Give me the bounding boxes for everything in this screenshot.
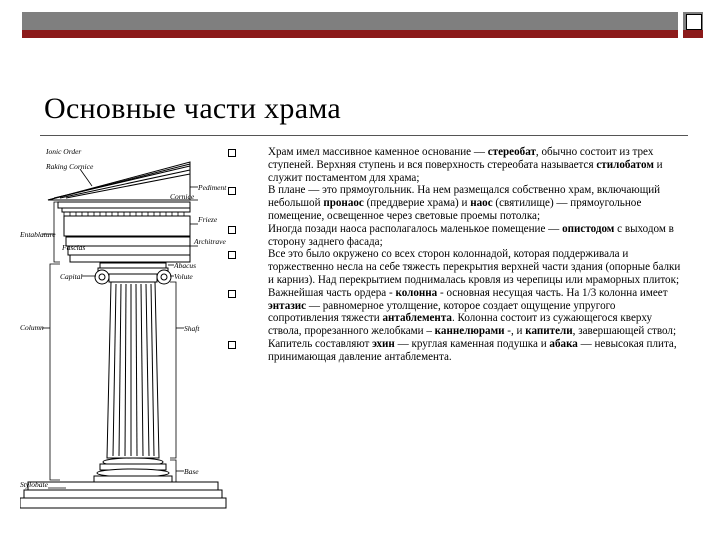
bullet-item bbox=[228, 146, 688, 184]
label-volute: Volute bbox=[174, 272, 193, 281]
header-bar bbox=[22, 12, 678, 30]
bullet-text: В плане — это прямоугольник. На нем размещался собственно храм, включающий небольшой bbox=[268, 184, 661, 210]
label-stylobate: Stylobate bbox=[20, 480, 48, 489]
bullet-text: -, и bbox=[504, 325, 526, 338]
bullet-text: , завершающей ствол; bbox=[572, 325, 677, 338]
square-bullet-icon bbox=[228, 251, 236, 259]
bullet-text: Храм имел массивное каменное основание — bbox=[268, 146, 488, 158]
bullet-list bbox=[228, 146, 688, 364]
label-frieze: Frieze bbox=[198, 215, 218, 224]
bullet-term: стилобатом bbox=[596, 158, 654, 171]
bullet-item bbox=[228, 184, 688, 222]
label-shaft: Shaft bbox=[184, 324, 200, 333]
label-fascias: Fascias bbox=[62, 243, 86, 252]
ionic-order-drawing bbox=[20, 142, 235, 534]
label-base: Base bbox=[184, 467, 199, 476]
bullet-item bbox=[228, 248, 688, 286]
label-capital: Capital bbox=[60, 272, 83, 281]
base-drawing bbox=[94, 458, 172, 482]
frieze-drawing bbox=[64, 216, 190, 236]
bullet-term: эхин bbox=[372, 337, 395, 350]
capital-drawing bbox=[95, 263, 171, 284]
bullet-text: с выходом в сторону заднего фасада; bbox=[268, 222, 674, 248]
header-corner-square-icon bbox=[686, 14, 702, 30]
label-abacus: Abacus bbox=[174, 261, 197, 270]
bullet-text: Иногда позади наоса располагалось маленькое помещение — bbox=[268, 222, 563, 235]
label-raking-cornice: Raking Cornice bbox=[46, 162, 94, 171]
bullet-text: Все это было окружено со всех сторон колоннадой, которая поддерживала и торжественно несла на себе тяжесть перекрытия верхней части здания (опорные балки и карниз). Над перекрытием поднималась кровля из черепицы или мраморных плиток; bbox=[268, 248, 681, 286]
bullet-text: - основная несущая часть. На 1/3 колонна имеет bbox=[437, 286, 668, 299]
square-bullet-icon bbox=[228, 187, 236, 195]
bullet-text: — равномерное утолщение, которое создает ощущение упругого сопротивления тяжести bbox=[268, 299, 616, 325]
square-bullet-icon bbox=[228, 341, 236, 349]
square-bullet-icon bbox=[228, 226, 236, 234]
title-divider bbox=[40, 135, 688, 136]
bullet-text: Капитель составляют bbox=[268, 337, 373, 350]
bullet-term: антаблемента bbox=[382, 312, 452, 325]
bullet-text: — круглая каменная подушка и bbox=[394, 337, 550, 350]
bullet-term: пронаос bbox=[323, 197, 364, 210]
bullet-text: и служит постаментом для храма; bbox=[268, 158, 663, 184]
bullet-term: стереобат bbox=[487, 146, 536, 158]
label-cornice: Cornice bbox=[170, 192, 195, 201]
header-corner-accent bbox=[683, 30, 703, 38]
bullet-item bbox=[228, 223, 688, 249]
bullet-text: (святилище) — прямоугольное помещение, освещенное через световые проемы потолка; bbox=[268, 197, 642, 222]
bullet-text: . Колонна состоит из сужающегося кверху ствола, прорезанного желобками – bbox=[268, 312, 653, 338]
label-column: Column bbox=[20, 323, 44, 332]
square-bullet-icon bbox=[228, 290, 236, 298]
ionic-order-diagram bbox=[20, 142, 235, 534]
bullet-term: наос bbox=[470, 197, 493, 210]
label-entablature: Entablature bbox=[20, 230, 56, 239]
bullet-term: энтазис bbox=[268, 299, 307, 312]
bullet-term: абака bbox=[549, 337, 578, 350]
slide-title: Основные части храма bbox=[44, 92, 342, 125]
bullet-term: каннелюрами bbox=[434, 325, 505, 338]
square-bullet-icon bbox=[228, 149, 236, 157]
bullet-item bbox=[228, 287, 688, 338]
bullet-term: капители bbox=[525, 325, 573, 338]
bullet-text: Важнейшая часть ордера - bbox=[268, 286, 396, 299]
label-ionic-order: Ionic Order bbox=[46, 147, 82, 156]
label-pediment: Pediment bbox=[198, 183, 227, 192]
header-accent-bar bbox=[22, 30, 678, 38]
bullet-term: колонна bbox=[395, 286, 438, 299]
stylobate-drawing bbox=[20, 482, 226, 508]
shaft-drawing bbox=[107, 282, 159, 458]
bullet-text: , обычно состоит из трех ступеней. Верхняя ступень и вся поверхность стереобата называется bbox=[268, 146, 654, 171]
bullet-text: — невысокая плита, принимающая давление антаблемента. bbox=[268, 337, 677, 363]
label-architrave: Architrave bbox=[194, 237, 226, 246]
cornice-drawing bbox=[58, 202, 190, 216]
bullet-item bbox=[228, 338, 688, 364]
bullet-term: опистодом bbox=[562, 222, 615, 235]
bullet-text: (преддверие храма) и bbox=[363, 197, 471, 210]
